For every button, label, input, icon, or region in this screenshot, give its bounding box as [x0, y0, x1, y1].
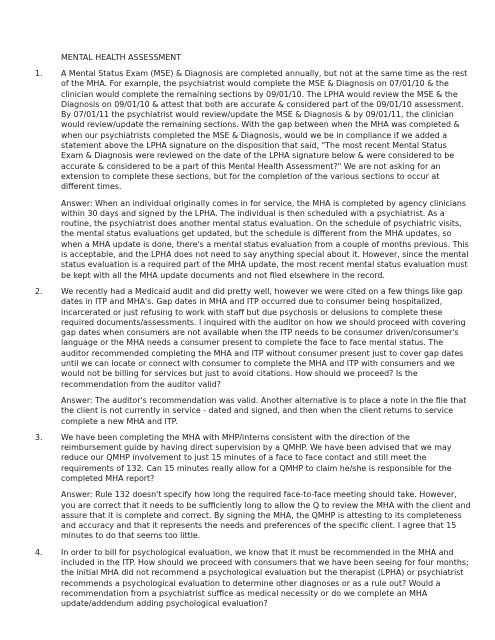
question-item-3	[35, 433, 471, 542]
question-text: In order to bill for psychological evaluation, we know that it must be recommended in the MHA and included in the ITP. How should we proceed with consumers that we have been seeing for four months; the initial MHA did not recommend a psychological evaluation but the therapist (LPHA) or psychiatrist recommends a psychological evaluation to determine other diagnoses or as a rule out? Would a recommendation from a psychiatrist suffice as medical necessity or do we complete an MHA update/addendum adding psychological evaluation?	[61, 547, 469, 609]
question-list	[35, 69, 471, 610]
document-title: MENTAL HEALTH ASSESSMENT	[61, 53, 182, 62]
question-text: A Mental Status Exam (MSE) & Diagnosis are completed annually, but not at the same time as the rest of the MHA. For example, the psychiatrist would complete the MSE & Diagnosis on 07/01/10 & the clinician would complete the remaining sections by 09/01/10. The LPHA would review the MSE & the Diagnosis on 09/01/10 & attest that both are accurate & considered part of the 09/01/10 assessment. By 07/01/11 the psychiatrist would review/update the MSE & Diagnosis & by 09/01/11, the clinician would review/update the remaining sections. With the gap between when the MHA was completed & when our psychiatrists completed the MSE & Diagnosis, would we be in compliance if we added a statement above the LPHA signature on the disposition that said, "The most recent Mental Status Exam & Diagnosis were reviewed on the date of the LPHA signature below & were considered to be accurate & considered to be a part of this Mental Health Assessment?" We are not asking for an extension to complete these sections, but for the completion of the various sections to occur at different times.	[61, 69, 468, 192]
question-item-1	[35, 69, 471, 281]
answer-text: Answer: The auditor's recommendation was valid. Another alternative is to place a note in the file that the client is not currently in service - dated and signed, and then when the client returns to service complete a new MHA and ITP.	[61, 395, 467, 426]
question-number: 2.	[35, 286, 43, 296]
question-item-2	[35, 287, 471, 427]
question-number: 3.	[35, 432, 43, 442]
question-number: 4.	[35, 547, 43, 557]
answer-text: Answer: When an individual originally comes in for service, the MHA is completed by agency clinicians within 30 days and signed by the LPHA. The individual is then scheduled with a psychiatrist. As a routine, the psychiatrist does another mental status evaluation. On the schedule of psychiatric visits, the mental status evaluations get updated, but the schedule is different from the MHA updates, so when a MHA update is done, there's a mental status evaluation from a couple of months previous. This is acceptable, and the LPHA does not need to say anything special about it. However, since the mental status evaluation is a required part of the MHA update, the most recent mental status evaluation must be kept with all the MHA update documents and not filed elsewhere in the record.	[61, 198, 469, 280]
question-number: 1.	[35, 69, 43, 78]
question-text: We recently had a Medicaid audit and did pretty well, however we were cited on a few things like gap dates in ITP and MHA's. Gap dates in MHA and ITP occurred due to consumer being hospitalized, incarcerated or just refusing to work with staff but due psychosis or delusions to complete these required documents/assessments. I inquired with the auditor on how we should proceed with covering gap dates when consumers are not available when the ITP needs to be consumer driven/consumer's language or the MHA needs a consumer present to complete the face to face mental status. The auditor recommended completing the MHA and ITP without consumer present just to cover gap dates until we can locate or connect with consumer to complete the MHA and ITP with consumers and we would not be billing for services but just to avoid citations. How should we proceed? Is the recommendation from the auditor valid?	[61, 286, 466, 389]
question-text: We have been completing the MHA with MHP/interns consistent with the direction of the reimbursement guide by having direct supervision by a QMHP. We have been advised that we may reduce our QMHP involvement to just 15 minutes of a face to face contact and still meet the requirements of 132. Can 15 minutes really allow for a QMHP to claim he/she is responsible for the completed MHA report?	[61, 432, 452, 483]
question-item-4	[35, 548, 471, 610]
answer-text: Answer: Rule 132 doesn't specify how long the required face-to-face meeting should take. However, you are correct that it needs to be sufficiently long to allow the Q to review the MHA with the client and assure that it is complete and correct. By signing the MHA, the QMHP is attesting to its completeness and accuracy and that it represents the needs and preferences of the specific client. I agree that 15 minutes to do that seems too little.	[61, 490, 471, 541]
